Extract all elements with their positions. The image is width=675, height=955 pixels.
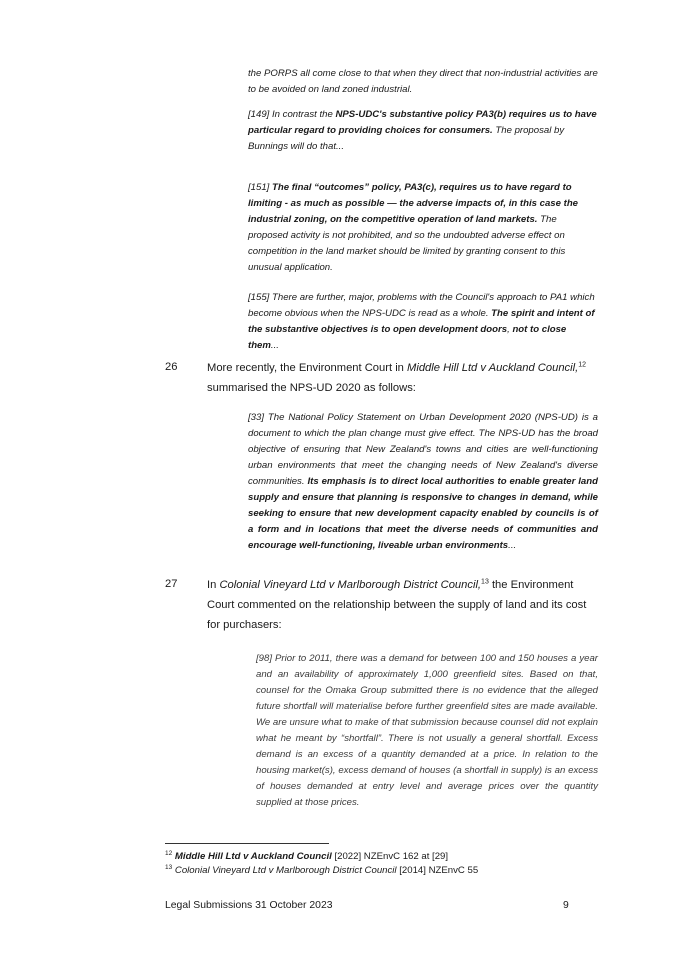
quote-continuation: the PORPS all come close to that when they direct that non-industrial activities are to be avoided on land zoned industrial. — [248, 68, 598, 95]
quote-para-155 — [248, 290, 598, 354]
paragraph-number: 26 — [165, 361, 178, 373]
footnote-ref: 13 — [481, 578, 489, 586]
footnote-ref: 12 — [578, 361, 587, 369]
quote-emphasis: The final “outcomes” policy, PA3(c), requires us to have regard to limiting - as much as possible — the adverse impacts of, in this case the industrial zoning, on the competitive operation of land markets. — [248, 182, 579, 225]
paragraph-27 — [207, 575, 599, 635]
quote-text: ... — [508, 540, 517, 551]
page-number: 9 — [563, 900, 569, 911]
footnote-citation: [2022] NZEnvC 162 at [29] — [331, 851, 449, 862]
footnote-number: 13 — [165, 863, 173, 871]
quote-emphasis: Its emphasis is to direct local authorities to enable greater land supply and ensure that planning is responsive to changes in demand, while seeking to ensure that new development capacity enabled by councils is of a form and in locations that meet the diverse needs of communities and encourage well-functioning, liveable urban environments — [248, 476, 598, 551]
paragraph-text: More recently, the Environment Court in — [207, 362, 408, 374]
footnote-number: 12 — [165, 849, 173, 857]
quote-text: [149] In contrast the — [248, 109, 336, 120]
paragraph-26 — [207, 358, 599, 398]
quote-emphasis: not to close them — [248, 324, 567, 351]
quote-text: , — [507, 324, 513, 335]
paragraph-text: In — [207, 579, 220, 591]
footnote-case-name: Middle Hill Ltd v Auckland Council — [174, 851, 332, 862]
footnote-separator — [165, 843, 329, 844]
quote-text: The proposed activity is not prohibited, and so the undoubted adverse effect on competition in the land market should be limited by granting consent to this unusual application. — [248, 214, 566, 273]
paragraph-number: 27 — [165, 578, 178, 590]
footer-label: Legal Submissions 31 October 2023 — [165, 900, 333, 911]
quote-para-98: [98] Prior to 2011, there was a demand for between 100 and 150 houses a year and an availability of approximately 1,000 greenfield sites. Based on that, counsel for the Omaka Group submitted there is no evidence that the alleged future shortfall will materialise before further greenfield sites are made available. We are unsure what to make of that submission because counsel did not explain what he meant by “shortfall”. There is not usually a general shortfall. Excess demand is an excess of a quantity demanded at a price. In relation to the housing market(s), excess demand of houses (a shortfall in supply) is an excess of houses demanded at entry level and average prices over the quantity supplied at those prices. — [256, 653, 598, 808]
footnote-13 — [165, 864, 478, 878]
footnote-citation: [2014] NZEnvC 55 — [396, 865, 479, 876]
quote-para-33 — [248, 410, 598, 554]
quote-text: [33] The National Policy Statement on Urban Development 2020 (NPS-UD) is a document to which the plan change must give effect. The NPS-UD has the broad objective of ensuring that New Zealand's towns and cities are well-functioning urban environments that meet the changing needs of New Zealand's diverse communities. — [248, 412, 598, 487]
paragraph-text: summarised the NPS-UD 2020 as follows: — [207, 382, 416, 394]
quote-para-151 — [248, 180, 598, 276]
quote-emphasis: The spirit and intent of the substantive objectives is to open development doors — [248, 308, 595, 335]
quote-text: ... — [270, 340, 279, 351]
paragraph-text: the Environment Court commented on the relationship between the supply of land and its cost for purchasers: — [207, 579, 587, 631]
quote-text: [151] — [248, 182, 273, 193]
footnote-case-name: Colonial Vineyard Ltd v Marlborough District Council — [174, 865, 397, 876]
case-name: Middle Hill Ltd v Auckland Council, — [407, 362, 579, 374]
quote-text: [155] There are further, major, problems with the Council's approach to PA1 which become obvious when the NPS-UDC is read as a whole. — [248, 292, 595, 319]
case-name: Colonial Vineyard Ltd v Marlborough District Council, — [219, 579, 482, 591]
quote-text: The proposal by Bunnings will do that... — [248, 125, 565, 152]
footnote-12 — [165, 850, 448, 864]
quote-para-149 — [248, 107, 598, 155]
quote-emphasis: NPS-UDC's substantive policy PA3(b) requires us to have particular regard to providing choices for consumers. — [248, 109, 597, 136]
